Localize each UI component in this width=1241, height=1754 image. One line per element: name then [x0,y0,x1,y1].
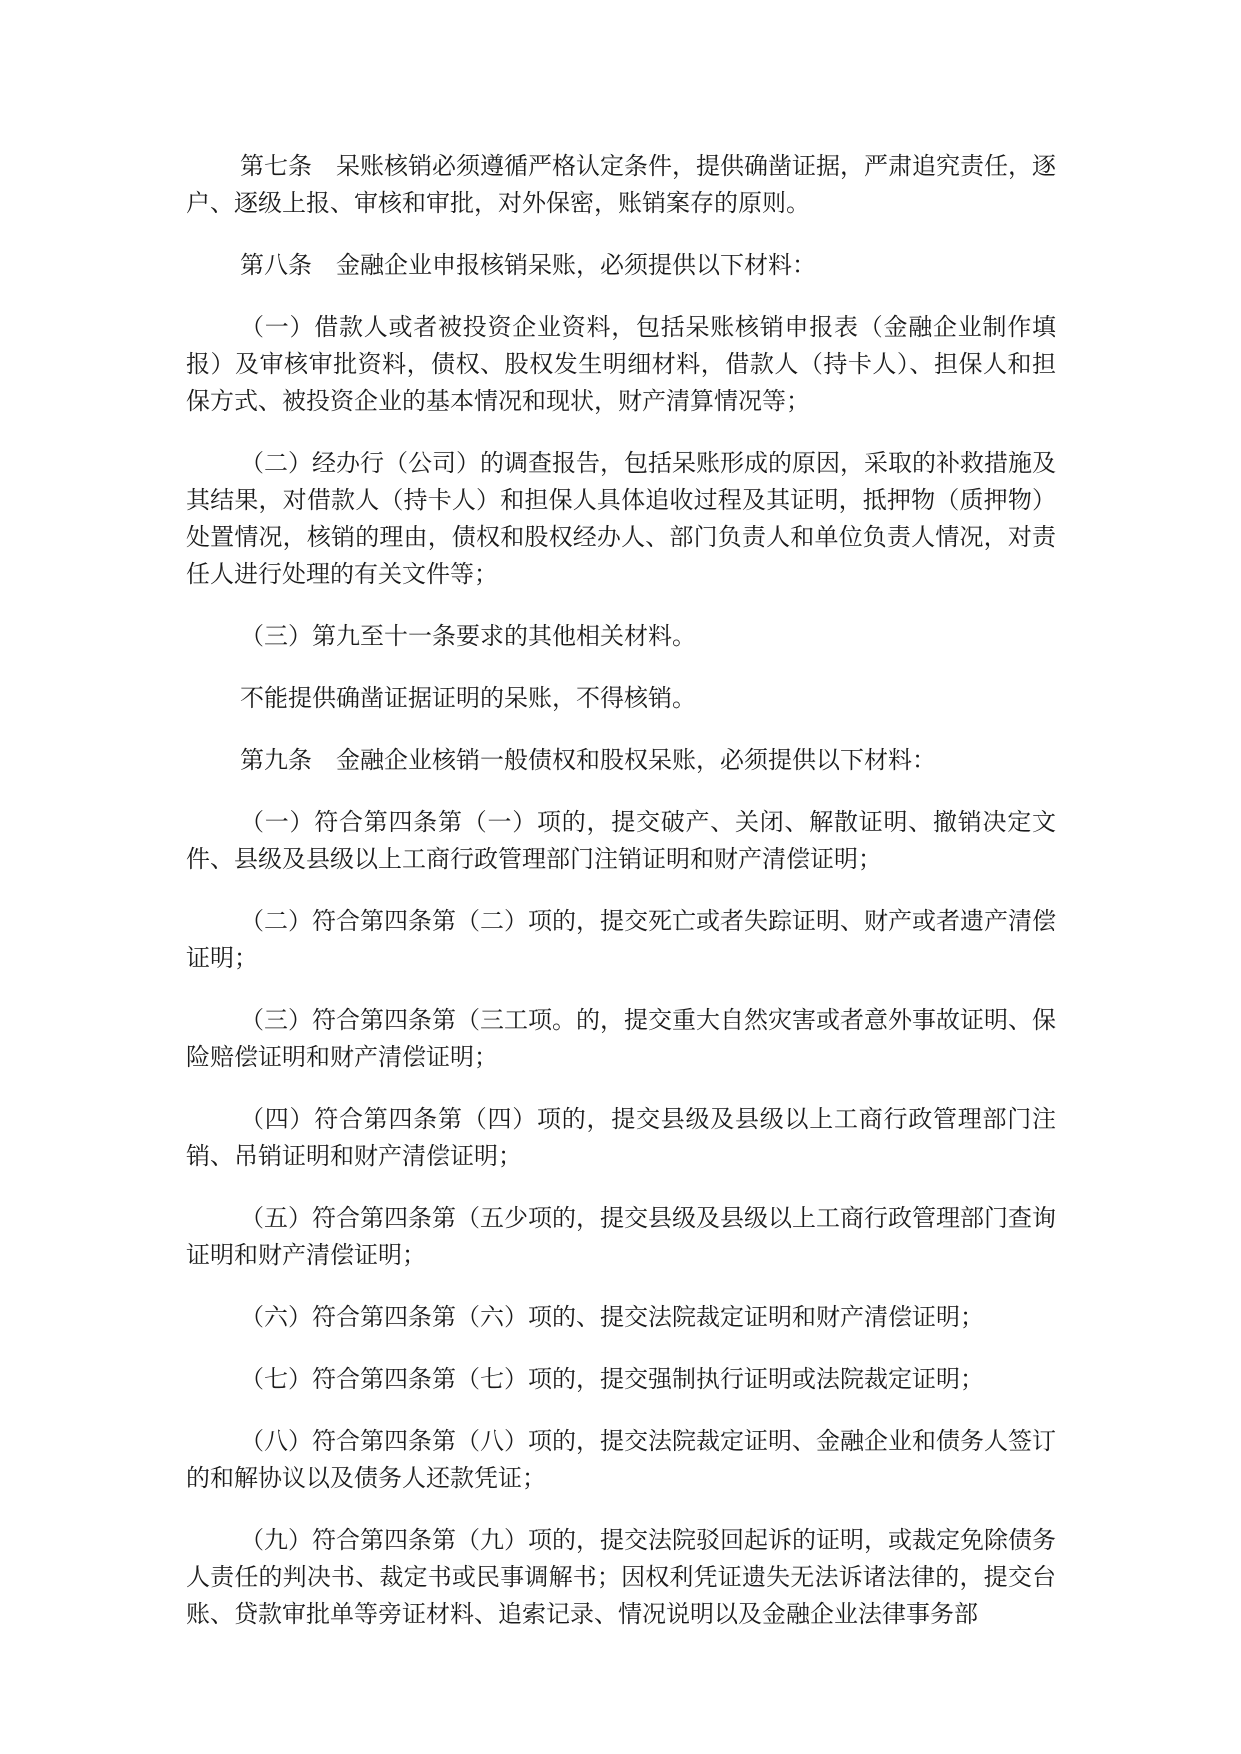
article-8-item-1: （一）借款人或者被投资企业资料，包括呆账核销申报表（金融企业制作填报）及审核审批资料，债权、股权发生明细材料，借款人（持卡人）、担保人和担保方式、被投资企业的基本情况和现状，财产清算情况等； [186,313,1056,415]
article-9-item-7: （七）符合第四条第（七）项的，提交强制执行证明或法院裁定证明； [240,1365,984,1393]
article-8-item-3: （三）第九至十一条要求的其他相关材料。 [240,622,696,650]
article-9-item-1: （一）符合第四条第（一）项的，提交破产、关闭、解散证明、撤销决定文件、县级及县级以上工商行政管理部门注销证明和财产清偿证明； [186,808,1056,873]
article-9-item-9: （九）符合第四条第（九）项的，提交法院驳回起诉的证明，或裁定免除债务人责任的判决书、裁定书或民事调解书；因权利凭证遗失无法诉诸法律的，提交台账、贷款审批单等旁证材料、追索记录、情况说明以及金融企业法律事务部 [186,1526,1056,1628]
article-9-item-8: （八）符合第四条第（八）项的，提交法院裁定证明、金融企业和债务人签订的和解协议以及债务人还款凭证； [186,1427,1056,1492]
article-9-item-3: （三）符合第四条第（三工项。的，提交重大自然灾害或者意外事故证明、保险赔偿证明和财产清偿证明； [186,1006,1056,1071]
article-8-paragraph: 第八条 金融企业申报核销呆账，必须提供以下材料： [240,251,816,279]
evidence-note-paragraph: 不能提供确凿证据证明的呆账，不得核销。 [240,684,696,712]
article-7-paragraph: 第七条 呆账核销必须遵循严格认定条件，提供确凿证据，严肃追究责任，逐户、逐级上报、审核和审批，对外保密，账销案存的原则。 [186,152,1056,217]
article-9-item-5: （五）符合第四条第（五少项的，提交县级及县级以上工商行政管理部门查询证明和财产清偿证明； [186,1204,1056,1269]
document-body [186,148,1056,1658]
article-9-paragraph: 第九条 金融企业核销一般债权和股权呆账，必须提供以下材料： [240,746,936,774]
article-9-item-6: （六）符合第四条第（六）项的、提交法院裁定证明和财产清偿证明； [240,1303,984,1331]
article-9-item-4: （四）符合第四条第（四）项的，提交县级及县级以上工商行政管理部门注销、吊销证明和财产清偿证明； [186,1105,1056,1170]
article-9-item-2: （二）符合第四条第（二）项的，提交死亡或者失踪证明、财产或者遗产清偿证明； [186,907,1056,972]
article-8-item-2: （二）经办行（公司）的调查报告，包括呆账形成的原因，采取的补救措施及其结果，对借款人（持卡人）和担保人具体追收过程及其证明，抵押物（质押物）处置情况，核销的理由，债权和股权经办人、部门负责人和单位负责人情况，对责任人进行处理的有关文件等； [186,449,1056,588]
